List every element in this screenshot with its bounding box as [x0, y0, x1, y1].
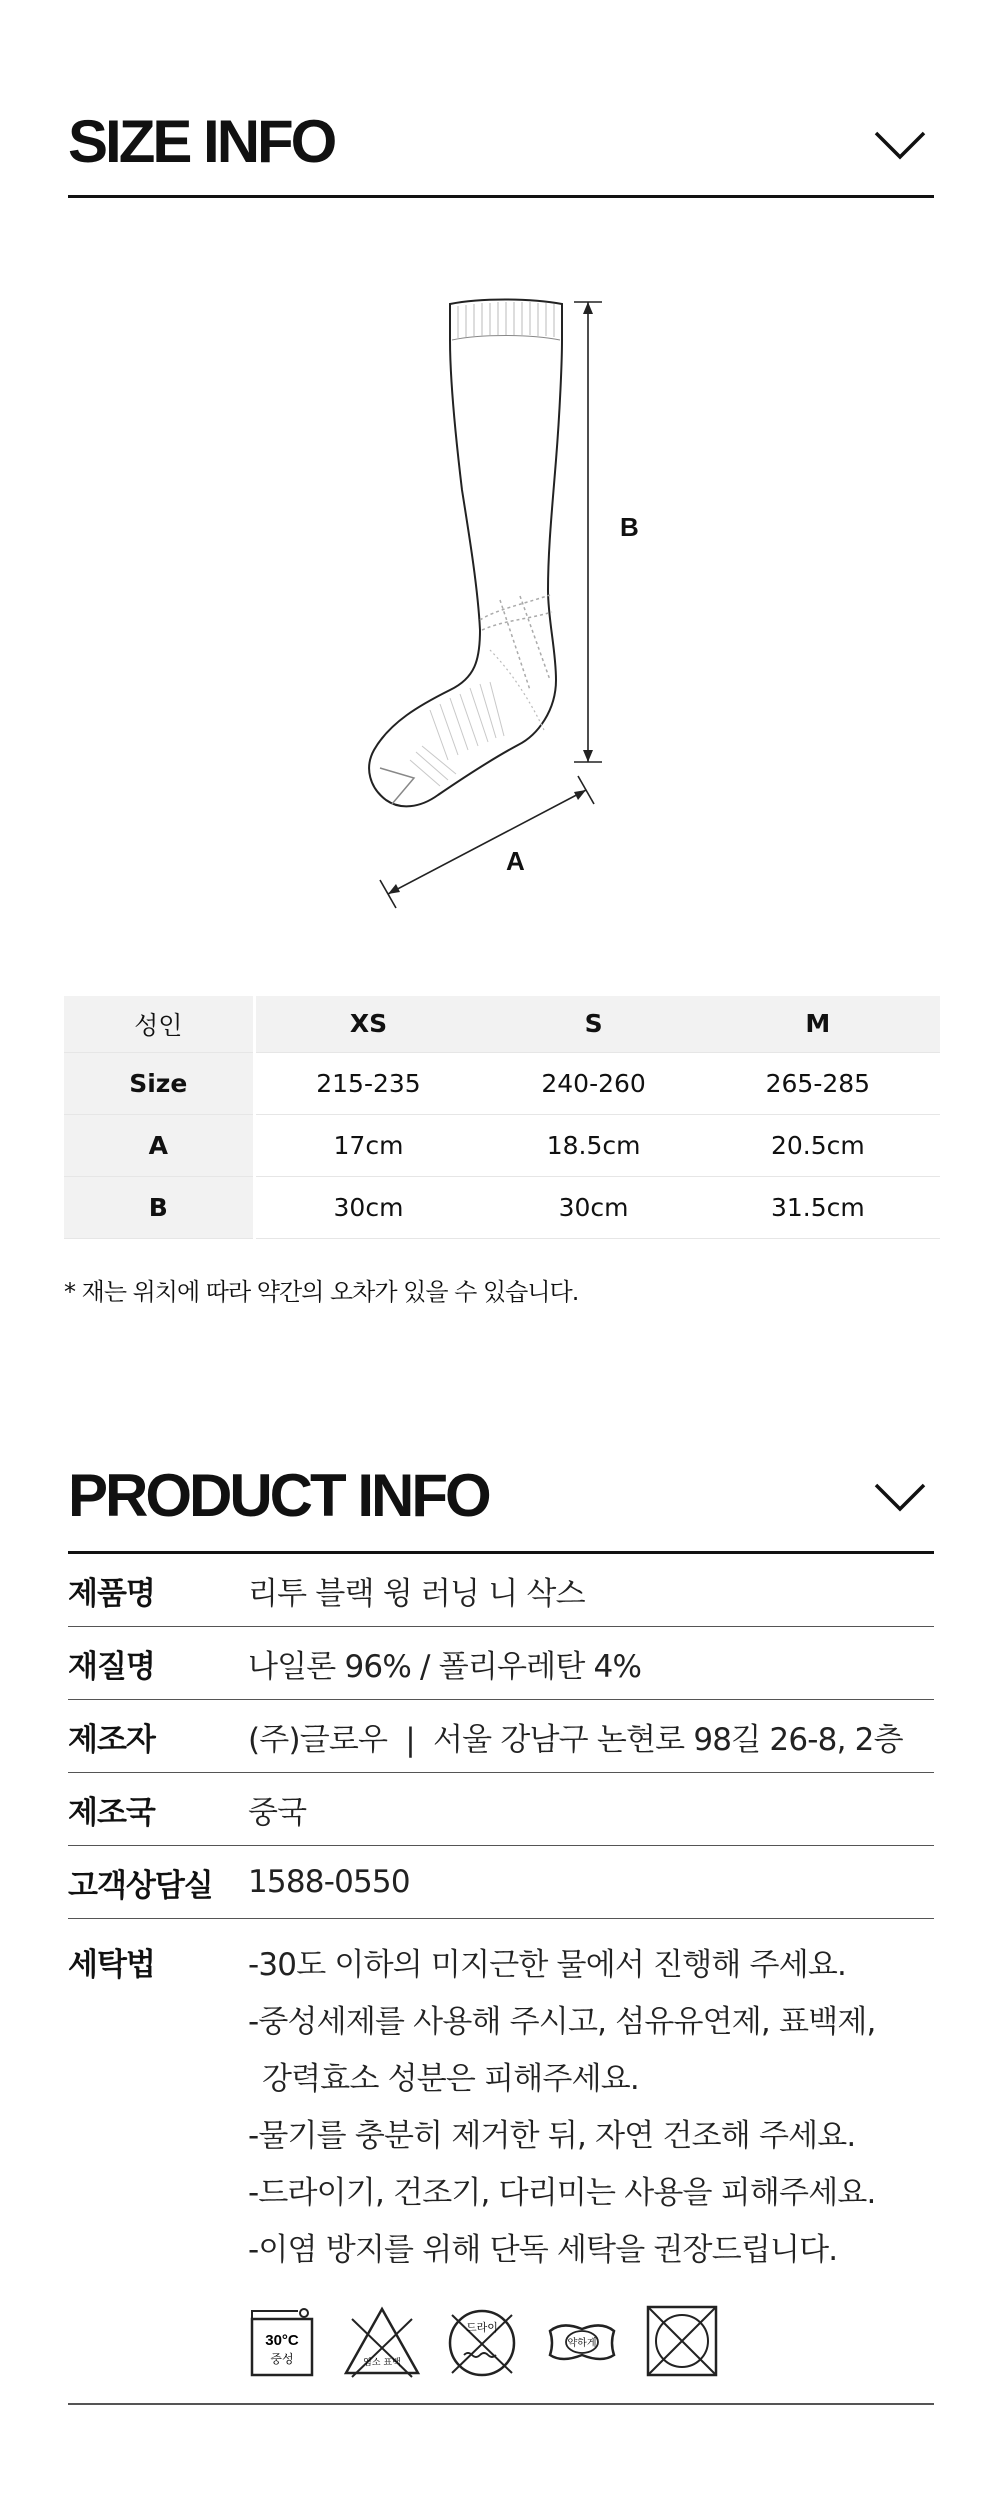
no-dry-clean-icon: [442, 2301, 522, 2381]
table-cell: 20.5cm: [706, 1114, 930, 1176]
info-label: 제조국: [68, 1794, 155, 1831]
info-value: 나일론 96% / 폴리우레탄 4%: [248, 1648, 642, 1685]
care-line: 강력효소 성분은 피해주세요.: [262, 2061, 639, 2097]
iron-text: 약하게: [567, 2338, 597, 2349]
info-value: 중국: [248, 1794, 307, 1831]
dimension-label-b: B: [620, 512, 639, 542]
info-row-customer-service: [68, 1846, 934, 1919]
wash-detergent-text: 중성: [270, 2352, 294, 2366]
wash-30-neutral-icon: [242, 2301, 322, 2381]
size-info-title: SIZE INFO: [68, 108, 335, 175]
chevron-down-icon[interactable]: [874, 130, 926, 160]
sock-illustration: [330, 290, 670, 930]
info-row-product-name: [68, 1554, 934, 1627]
table-row: [64, 1052, 940, 1114]
table-cell: 31.5cm: [706, 1176, 930, 1238]
size-table-corner: 성인: [64, 996, 254, 1052]
info-label: 세탁법: [68, 1947, 155, 1983]
size-col-m: M: [706, 996, 930, 1052]
info-row-origin: [68, 1773, 934, 1846]
table-cell: 18.5cm: [481, 1114, 705, 1176]
info-row-manufacturer: [68, 1700, 934, 1773]
care-line: -드라이기, 건조기, 다리미는 사용을 피해주세요.: [248, 2175, 876, 2211]
table-cell: 30cm: [254, 1176, 481, 1238]
dimension-label-a: A: [506, 846, 525, 876]
info-label: 재질명: [68, 1648, 155, 1685]
table-cell: 240-260: [481, 1052, 705, 1114]
care-icons: [242, 2301, 876, 2381]
table-cell: 17cm: [254, 1114, 481, 1176]
info-value: 1588-0550: [248, 1864, 410, 1900]
bleach-text: 염소 표백: [363, 2358, 401, 2368]
table-cell: 215-235: [254, 1052, 481, 1114]
product-info-header[interactable]: [68, 1462, 934, 1554]
care-line: -중성세제를 사용해 주시고, 섬유유연제, 표백제,: [248, 2004, 876, 2040]
row-label-a: A: [64, 1114, 254, 1176]
iron-low-icon: [542, 2301, 622, 2381]
size-col-s: S: [481, 996, 705, 1052]
care-line: -30도 이하의 미지근한 물에서 진행해 주세요.: [248, 1947, 847, 1983]
product-info-title: PRODUCT INFO: [68, 1462, 489, 1529]
size-table-header-row: [64, 996, 940, 1052]
size-info-header[interactable]: [68, 108, 934, 198]
no-tumble-dry-icon: [642, 2301, 722, 2381]
dry-text: 드라이: [466, 2321, 498, 2334]
wash-temp-text: 30°C: [265, 2332, 299, 2349]
chevron-down-icon[interactable]: [874, 1482, 926, 1512]
row-label-b: B: [64, 1176, 254, 1238]
info-row-care: [68, 1919, 934, 2405]
info-label: 고객상담실: [68, 1867, 213, 1904]
size-table: [64, 996, 940, 1239]
size-col-xs: XS: [254, 996, 481, 1052]
size-note: * 재는 위치에 따라 약간의 오차가 있을 수 있습니다.: [64, 1278, 579, 1306]
care-instructions: [248, 1937, 876, 2381]
care-line: -물기를 충분히 제거한 뒤, 자연 건조해 주세요.: [248, 2118, 856, 2154]
table-cell: 30cm: [481, 1176, 705, 1238]
info-label: 제품명: [68, 1575, 155, 1612]
info-label: 제조자: [68, 1721, 155, 1758]
row-label-size: Size: [64, 1052, 254, 1114]
sock-size-diagram: [330, 290, 670, 930]
table-cell: 265-285: [706, 1052, 930, 1114]
table-row: [64, 1176, 940, 1238]
product-info-list: [68, 1554, 934, 2405]
table-row: [64, 1114, 940, 1176]
no-chlorine-bleach-icon: [342, 2301, 422, 2381]
info-value: (주)글로우 | 서울 강남구 논현로 98길 26-8, 2층: [248, 1721, 903, 1758]
info-value: 리투 블랙 윙 러닝 니 삭스: [248, 1575, 585, 1612]
info-row-material: [68, 1627, 934, 1700]
care-line: -이염 방지를 위해 단독 세탁을 권장드립니다.: [248, 2232, 838, 2268]
